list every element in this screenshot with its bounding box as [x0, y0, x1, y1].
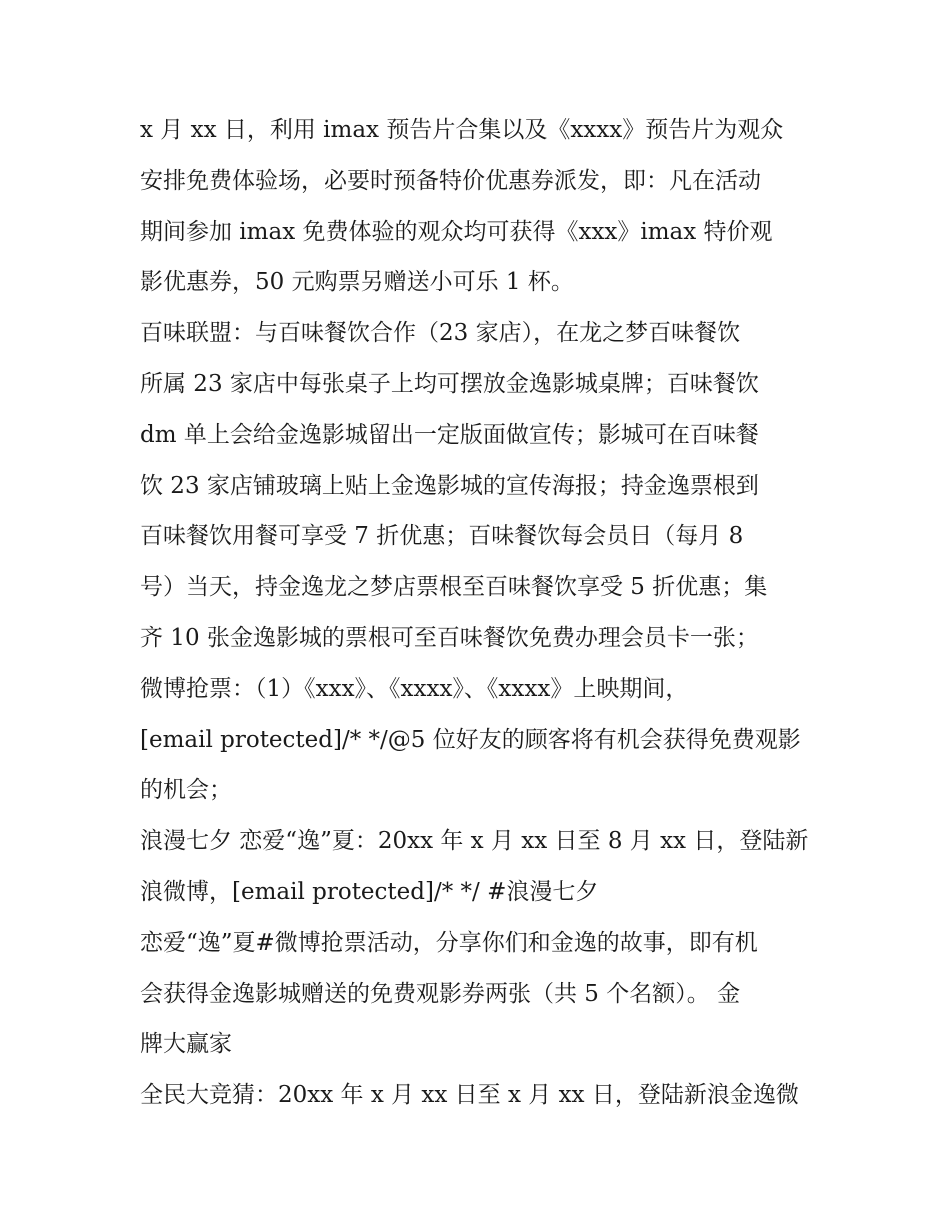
text-line: 会获得金逸影城赠送的免费观影券两张（共 5 个名额）。 金	[140, 980, 741, 1007]
text-line: 期间参加 imax 免费体验的观众均可获得《xxx》imax 特价观	[140, 218, 773, 245]
text-line: 浪微博，[email protected]/* */ #浪漫七夕	[140, 878, 599, 905]
text-line: 百味餐饮用餐可享受 7 折优惠；百味餐饮每会员日（每月 8	[140, 523, 744, 550]
text-line: 的机会；	[140, 777, 232, 804]
text-line: dm 单上会给金逸影城留出一定版面做宣传；影城可在百味餐	[140, 421, 759, 448]
text-line: 齐 10 张金逸影城的票根可至百味餐饮免费办理会员卡一张；	[140, 624, 759, 651]
text-line: 恋爱“逸”夏#微博抢票活动，分享你们和金逸的故事，即有机	[140, 929, 758, 956]
text-line: [email protected]/* */@5 位好友的顾客将有机会获得免费观影	[140, 726, 801, 753]
text-line: 牌大赢家	[140, 1031, 232, 1058]
text-line: 浪漫七夕 恋爱“逸”夏：20xx 年 x 月 xx 日至 8 月 xx 日，登陆新	[140, 828, 809, 855]
document-body	[140, 105, 830, 1121]
text-line: 所属 23 家店中每张桌子上均可摆放金逸影城桌牌；百味餐饮	[140, 370, 759, 397]
text-line: 号）当天，持金逸龙之梦店票根至百味餐饮享受 5 折优惠；集	[140, 574, 768, 601]
text-line: 全民大竞猜：20xx 年 x 月 xx 日至 x 月 xx 日，登陆新浪金逸微	[140, 1082, 799, 1109]
text-line: 影优惠券，50 元购票另赠送小可乐 1 杯。	[140, 269, 574, 296]
text-line: 百味联盟：与百味餐饮合作（23 家店），在龙之梦百味餐饮	[140, 320, 741, 347]
text-line: x 月 xx 日，利用 imax 预告片合集以及《xxxx》预告片为观众	[140, 117, 784, 143]
text-line: 饮 23 家店铺玻璃上贴上金逸影城的宣传海报；持金逸票根到	[140, 472, 759, 499]
text-line: 微博抢票：（1）《xxx》、《xxxx》、《xxxx》上映期间，	[140, 675, 689, 702]
text-line: 安排免费体验场，必要时预备特价优惠券派发，即：凡在活动	[140, 167, 761, 194]
